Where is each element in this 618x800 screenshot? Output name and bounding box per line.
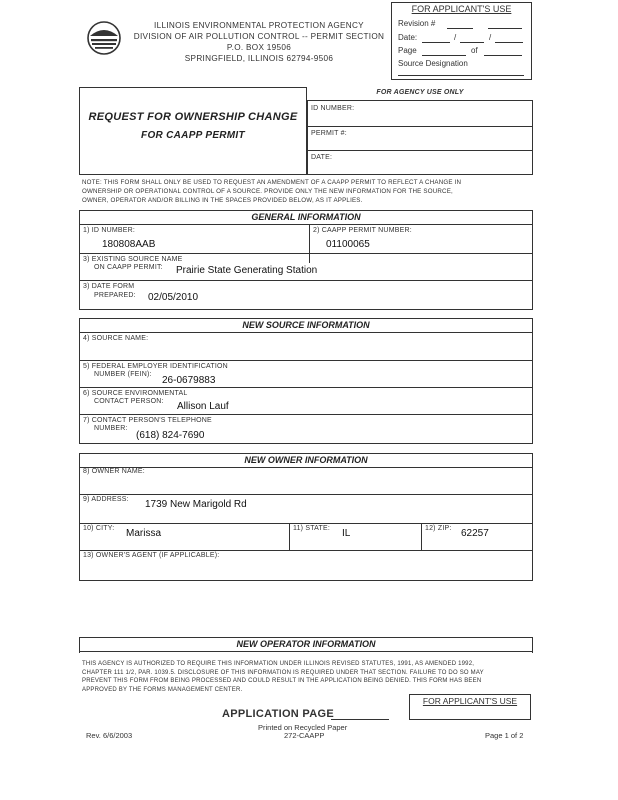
legal-line-2: CHAPTER 111 1/2, PAR. 1039.5. DISCLOSURE OF THIS INFORMATION IS REQUIRED UNDER THAT SECTION. FAILURE TO DO SO MAY: [82, 669, 484, 676]
agency-header: [128, 20, 390, 64]
caapp-permit-label: 2) CAAPP PERMIT NUMBER:: [313, 227, 412, 234]
applicant-use-bottom-title: FOR APPLICANT'S USE: [422, 696, 518, 706]
id-number-value[interactable]: 180808AAB: [102, 239, 156, 250]
fein-value[interactable]: 26-0679883: [162, 375, 216, 386]
owner-city-value[interactable]: Marissa: [126, 528, 162, 539]
revision-date: Rev. 6/6/2003: [86, 731, 133, 740]
new-source-divider-2: [80, 387, 532, 388]
general-divider-2: [80, 280, 532, 281]
new-owner-section: [79, 453, 533, 581]
fein-label-2: NUMBER (FEIN):: [94, 371, 152, 378]
existing-source-label-2: ON CAAPP PERMIT:: [94, 264, 163, 271]
page-total-line[interactable]: [484, 55, 522, 56]
note-line-3: OWNER, OPERATOR AND/OR BILLING IN THE SPACES PROVIDED BELOW, AS IT APPLIES.: [82, 197, 363, 204]
general-info-section: [79, 210, 533, 310]
general-divider-0: [80, 224, 532, 225]
existing-source-value[interactable]: Prairie State Generating Station: [176, 265, 318, 276]
new-owner-vdivider-2: [421, 523, 422, 550]
revision-label: Revision #: [398, 19, 436, 28]
new-operator-divider: [79, 651, 533, 652]
new-owner-header: NEW OWNER INFORMATION: [244, 455, 368, 465]
new-source-divider-1: [80, 360, 532, 361]
request-title-line2: FOR CAAPP PERMIT: [141, 130, 245, 141]
applicant-use-box-top: [391, 2, 532, 80]
contact-value[interactable]: Allison Lauf: [177, 401, 229, 412]
date-separator-2: /: [489, 33, 492, 42]
page-number-line[interactable]: [422, 55, 466, 56]
owner-address-label: 9) ADDRESS:: [83, 496, 129, 503]
legal-line-4: APPROVED BY THE FORMS MANAGEMENT CENTER.: [82, 686, 243, 693]
existing-source-label-1: 3) EXISTING SOURCE NAME: [83, 256, 183, 263]
new-source-divider-3: [80, 414, 532, 415]
applicant-use-title: FOR APPLICANT'S USE: [411, 4, 512, 14]
new-owner-divider-1: [80, 494, 532, 495]
request-title-line1: REQUEST FOR OWNERSHIP CHANGE: [88, 111, 298, 123]
new-owner-vdivider-1: [289, 523, 290, 550]
agency-division: DIVISION OF AIR POLLUTION CONTROL -- PERMIT SECTION: [133, 32, 385, 41]
usage-note: [82, 178, 532, 205]
request-title-box: [79, 87, 307, 175]
note-line-1: NOTE: THIS FORM SHALL ONLY BE USED TO REQUEST AN AMENDMENT OF A CAAPP PERMIT TO REFLECT A CHANGE IN: [82, 179, 462, 186]
agency-use-divider-2: [308, 150, 532, 151]
form-number: 272-CAAPP: [284, 731, 325, 740]
owner-zip-label: 12) ZIP:: [425, 525, 452, 532]
owner-state-value[interactable]: IL: [342, 528, 351, 539]
agency-po-box: P.O. BOX 19506: [226, 43, 292, 52]
revision-line-2[interactable]: [488, 28, 522, 29]
id-number-label: 1) ID NUMBER:: [83, 227, 135, 234]
agency-permit-label: PERMIT #:: [311, 130, 347, 137]
agency-date-label: DATE:: [311, 154, 333, 161]
legal-disclosure: [82, 660, 532, 694]
agency-name: ILLINOIS ENVIRONMENTAL PROTECTION AGENCY: [154, 21, 364, 30]
caapp-permit-value[interactable]: 01100065: [326, 239, 370, 250]
fein-label-1: 5) FEDERAL EMPLOYER IDENTIFICATION: [83, 363, 228, 370]
recycled-paper-note: Printed on Recycled Paper: [258, 723, 348, 732]
page-of-label: of: [471, 46, 478, 55]
owner-zip-value[interactable]: 62257: [461, 528, 489, 539]
new-source-divider-0: [80, 332, 532, 333]
owner-address-value[interactable]: 1739 New Marigold Rd: [145, 499, 247, 510]
phone-value[interactable]: (618) 824-7690: [136, 430, 205, 441]
owner-agent-label: 13) OWNER'S AGENT (IF APPLICABLE):: [83, 552, 220, 559]
contact-label-2: CONTACT PERSON:: [94, 398, 164, 405]
phone-label-2: NUMBER:: [94, 425, 128, 432]
application-page-label: APPLICATION PAGE: [222, 708, 334, 720]
application-page-line[interactable]: [331, 719, 389, 720]
general-divider-1: [80, 253, 532, 254]
owner-city-label: 10) CITY:: [83, 525, 115, 532]
owner-name-label: 8) OWNER NAME:: [83, 468, 145, 475]
date-day-line[interactable]: [460, 42, 484, 43]
agency-city: SPRINGFIELD, ILLINOIS 62794-9506: [184, 54, 334, 63]
date-separator-1: /: [454, 33, 457, 42]
general-info-header: GENERAL INFORMATION: [251, 212, 361, 222]
new-operator-header: NEW OPERATOR INFORMATION: [236, 639, 376, 649]
date-month-line[interactable]: [422, 42, 450, 43]
contact-label-1: 6) SOURCE ENVIRONMENTAL: [83, 390, 188, 397]
general-vdivider: [309, 224, 310, 263]
agency-use-divider-1: [308, 126, 532, 127]
date-label: Date:: [398, 33, 418, 42]
date-form-value[interactable]: 02/05/2010: [148, 292, 199, 303]
date-form-label-1: 3) DATE FORM: [83, 283, 135, 290]
revision-line[interactable]: [447, 28, 473, 29]
agency-id-number-label: ID NUMBER:: [311, 105, 355, 112]
legal-line-3: PREVENT THIS FORM FROM BEING PROCESSED AND COULD RESULT IN THE APPLICATION BEING DENIED. THIS FORM HAS BEEN: [82, 678, 482, 684]
agency-use-box: [307, 100, 533, 175]
owner-state-label: 11) STATE:: [293, 525, 331, 532]
new-source-header: NEW SOURCE INFORMATION: [242, 320, 370, 330]
new-owner-divider-2: [80, 523, 532, 524]
new-owner-divider-3: [80, 550, 532, 551]
page-label: Page: [398, 46, 417, 55]
page-count: Page 1 of 2: [485, 731, 524, 740]
note-line-2: OWNERSHIP OR OPERATIONAL CONTROL OF A SOURCE. PROVIDE ONLY THE NEW INFORMATION FOR THE SOURCE,: [82, 188, 453, 195]
applicant-use-box-bottom: [409, 694, 531, 720]
source-designation-label: Source Designation: [398, 59, 468, 68]
source-name-label: 4) SOURCE NAME:: [83, 335, 149, 342]
new-source-section: [79, 318, 533, 444]
legal-line-1: THIS AGENCY IS AUTHORIZED TO REQUIRE THIS INFORMATION UNDER ILLINOIS REVISED STATUTES, 1991, AS AMENDED 1992,: [82, 661, 475, 667]
agency-use-title: FOR AGENCY USE ONLY: [376, 89, 464, 96]
phone-label-1: 7) CONTACT PERSON'S TELEPHONE: [83, 417, 212, 424]
date-form-label-2: PREPARED:: [94, 292, 136, 299]
new-owner-divider-0: [80, 467, 532, 468]
agency-logo-icon: [86, 20, 122, 56]
date-year-line[interactable]: [495, 42, 523, 43]
source-designation-line[interactable]: [398, 75, 524, 76]
